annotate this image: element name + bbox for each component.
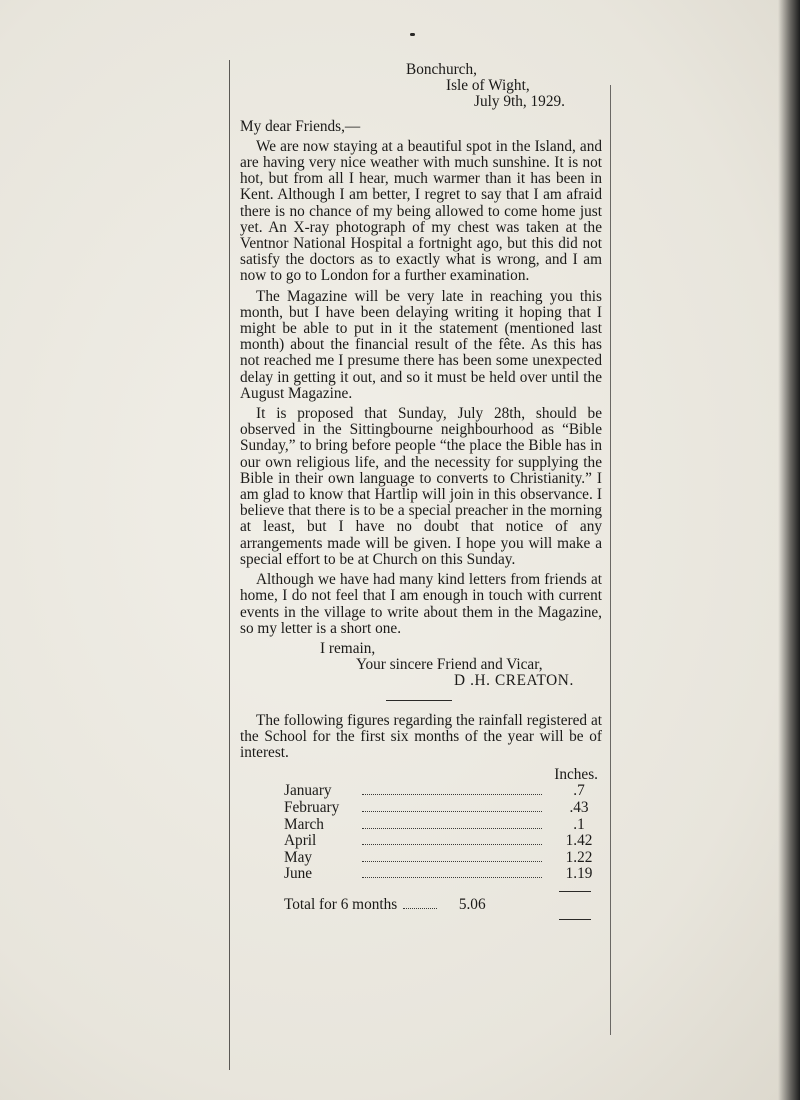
month-label: February xyxy=(284,798,340,816)
leader-dots xyxy=(362,794,542,795)
total-label: Total for 6 months xyxy=(284,895,398,913)
total-row xyxy=(240,897,602,913)
closing-signoff: Your sincere Friend and Vicar, xyxy=(356,656,543,674)
table-row xyxy=(284,866,602,883)
rainfall-value: 1.42 xyxy=(565,832,593,850)
right-margin-rule xyxy=(610,85,611,1035)
leader-dots xyxy=(362,877,542,878)
letter-closing xyxy=(240,641,602,690)
letter-address xyxy=(240,62,602,111)
rainfall-value: 1.22 xyxy=(565,848,593,866)
ink-speck xyxy=(410,33,415,36)
left-margin-rule xyxy=(229,60,230,1070)
leader-dots xyxy=(403,908,437,909)
table-row xyxy=(284,833,602,850)
rainfall-value: .1 xyxy=(573,815,585,833)
month-label: May xyxy=(284,848,313,866)
month-label: March xyxy=(284,815,324,833)
rainfall-unit-header: Inches. xyxy=(554,766,598,784)
leader-dots xyxy=(362,811,542,812)
page-edge-shadow xyxy=(778,0,800,1100)
rainfall-value: .7 xyxy=(573,782,585,800)
total-value: 5.06 xyxy=(458,895,486,913)
letter-paragraph: Although we have had many kind letters from friends at home, I do not feel that I am enough in touch with current events in the village to write about them in the Magazine, so my letter is a short one. xyxy=(240,571,602,637)
month-label: January xyxy=(284,782,332,800)
month-label: April xyxy=(284,832,317,850)
signature-name: D .H. CREATON. xyxy=(454,672,574,690)
leader-dots xyxy=(362,844,542,845)
table-row xyxy=(284,800,602,817)
table-row xyxy=(284,817,602,834)
sum-rule-bottom xyxy=(559,919,591,920)
table-row xyxy=(284,850,602,867)
letter-paragraph: We are now staying at a beautiful spot in the Island, and are having very nice weather with much sunshine. It is not hot, but from all I hear, much warmer than it has been in Kent. Although I am better, I regret to say that I am afraid there is no chance of my being allowed to come home just yet. An X-ray photograph of my chest was taken at the Ventnor National Hospital a fortnight ago, but this did not satisfy the doctors as to exactly what is wrong, and I am now to go to London for a further examination. xyxy=(240,137,602,285)
letter-salutation: My dear Friends,— xyxy=(240,117,361,135)
address-line-island: Isle of Wight, xyxy=(446,77,530,95)
letter-paragraph: It is proposed that Sunday, July 28th, should be observed in the Sittingbourne neighbourhood as “Bible Sunday,” to bring before people “the place the Bible has in our own religious life, and the necessity for supplying the Bible in their own language to converts to Christianity.” I am glad to know that Hartlip will join in this observance. I believe that there is to be a special preacher in the morning at least, but I have no doubt that notice of any arrangements made will be given. I hope you will make a special effort to be at Church on this Sunday. xyxy=(240,405,602,568)
rainfall-table xyxy=(284,767,602,883)
letter-paragraph: The Magazine will be very late in reaching you this month, but I have been delaying writing it hoping that I might be able to put in it the statement (mentioned last month) about the financial result of the fête. As this has not reached me I presume there has been some unexpected delay in getting it out, and so it must be held over until the August Magazine. xyxy=(240,287,602,402)
address-line-date: July 9th, 1929. xyxy=(474,93,565,111)
leader-dots xyxy=(362,861,542,862)
leader-dots xyxy=(362,828,542,829)
address-line-place: Bonchurch, xyxy=(406,61,477,78)
sum-rule-top xyxy=(559,891,591,892)
rainfall-value: 1.19 xyxy=(565,865,593,883)
section-divider xyxy=(386,700,452,701)
letter-column xyxy=(240,62,602,920)
rainfall-intro: The following figures regarding the rainfall registered at the School for the first six months of the year will be of interest. xyxy=(240,711,602,761)
rainfall-value: .43 xyxy=(569,798,589,816)
month-label: June xyxy=(284,865,313,883)
closing-remain: I remain, xyxy=(320,639,376,657)
table-row xyxy=(284,783,602,800)
